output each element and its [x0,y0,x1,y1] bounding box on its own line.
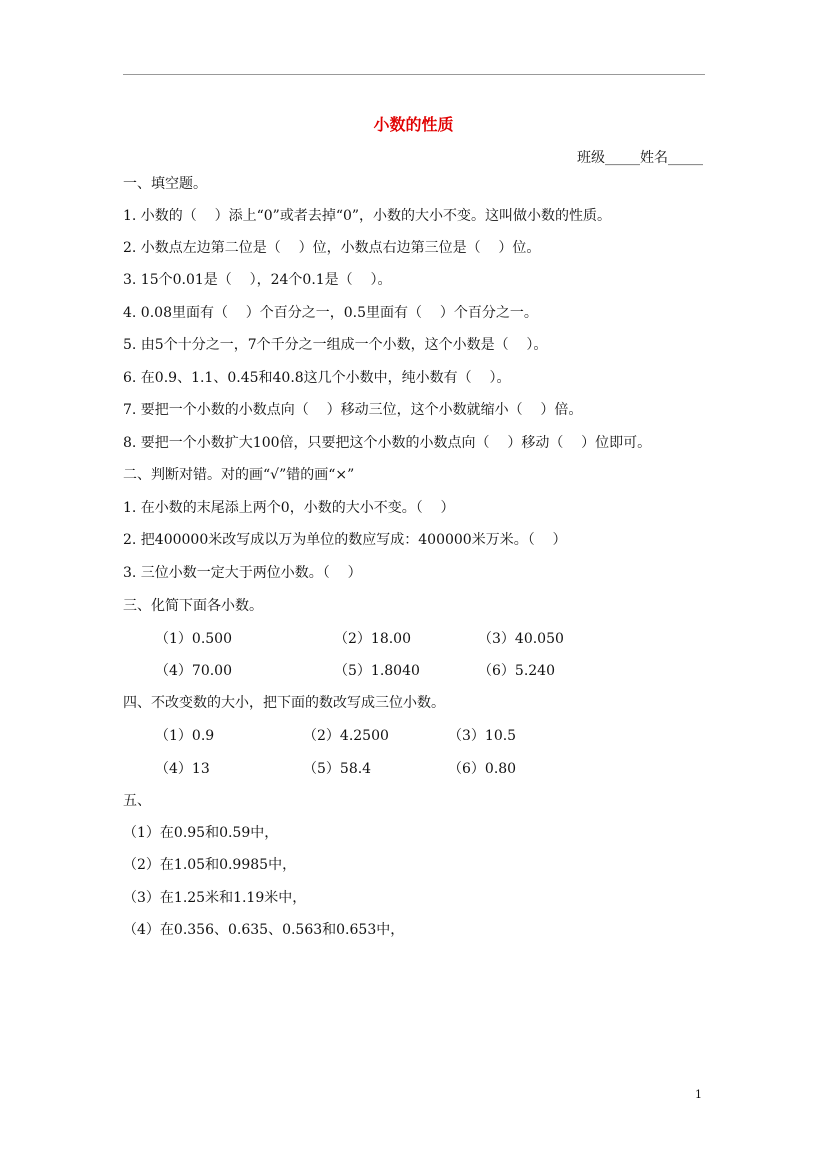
section1-item: 3. 15个0.01是（ ），24个0.1是（ ）。 [123,272,392,288]
section4-heading: 四、不改变数的大小，把下面的数改写成三位小数。 [123,695,445,711]
section4-cell: （2）4.2500 [303,728,389,744]
section3-cell: （3）40.050 [478,631,564,647]
section4-cell: （4）13 [155,761,210,777]
section4-cell: （3）10.5 [448,728,517,744]
section5-item: （3）在1.25米和1.19米中， [123,890,307,906]
section2-item: 3. 三位小数一定大于两位小数。（ ） [123,565,362,581]
header-rule [123,74,705,75]
section2-item: 1. 在小数的末尾添上两个0，小数的大小不变。（ ） [123,500,455,516]
section1-item: 7. 要把一个小数的小数点向（ ）移动三位，这个小数就缩小（ ）倍。 [123,402,583,418]
section1-item: 5. 由5个十分之一，7个千分之一组成一个小数，这个小数是（ ）。 [123,337,548,353]
section5-heading: 五、 [123,793,151,809]
section1-item: 6. 在0.9、1.1、0.45和40.8这几个小数中，纯小数有（ ）。 [123,370,511,386]
section5-item: （1）在0.95和0.59中， [123,825,279,841]
section1-item: 1. 小数的（ ）添上“0”或者去掉“0”，小数的大小不变。这叫做小数的性质。 [123,208,612,224]
class-name-line: 班级_____姓名_____ [577,150,703,166]
section3-cell: （6）5.240 [478,663,555,679]
section4-cell: （5）58.4 [303,761,372,777]
section3-cell: （2）18.00 [334,631,411,647]
section1-item: 2. 小数点左边第二位是（ ）位，小数点右边第三位是（ ）位。 [123,240,541,256]
section3-cell: （4）70.00 [155,663,232,679]
section4-cell: （6）0.80 [448,761,517,777]
section3-heading: 三、化简下面各小数。 [123,598,263,614]
section3-cell: （1）0.500 [155,631,232,647]
section1-heading: 一、填空题。 [123,176,207,192]
section3-cell: （5）1.8040 [334,663,420,679]
section2-item: 2. 把400000米改写成以万为单位的数应写成：400000米万米。（ ） [123,532,567,548]
section5-item: （4）在0.356、0.635、0.563和0.653中， [123,922,405,938]
section1-item: 8. 要把一个小数扩大100倍，只要把这个小数的小数点向（ ）移动（ ）位即可。 [123,435,652,451]
section5-item: （2）在1.05和0.9985中， [123,857,297,873]
page-title: 小数的性质 [373,115,454,134]
section2-heading: 二、判断对错。对的画“√”错的画“×” [123,467,355,483]
page-number: 1 [695,1088,702,1101]
section1-item: 4. 0.08里面有（ ）个百分之一，0.5里面有（ ）个百分之一。 [123,305,538,321]
section4-cell: （1）0.9 [155,728,215,744]
